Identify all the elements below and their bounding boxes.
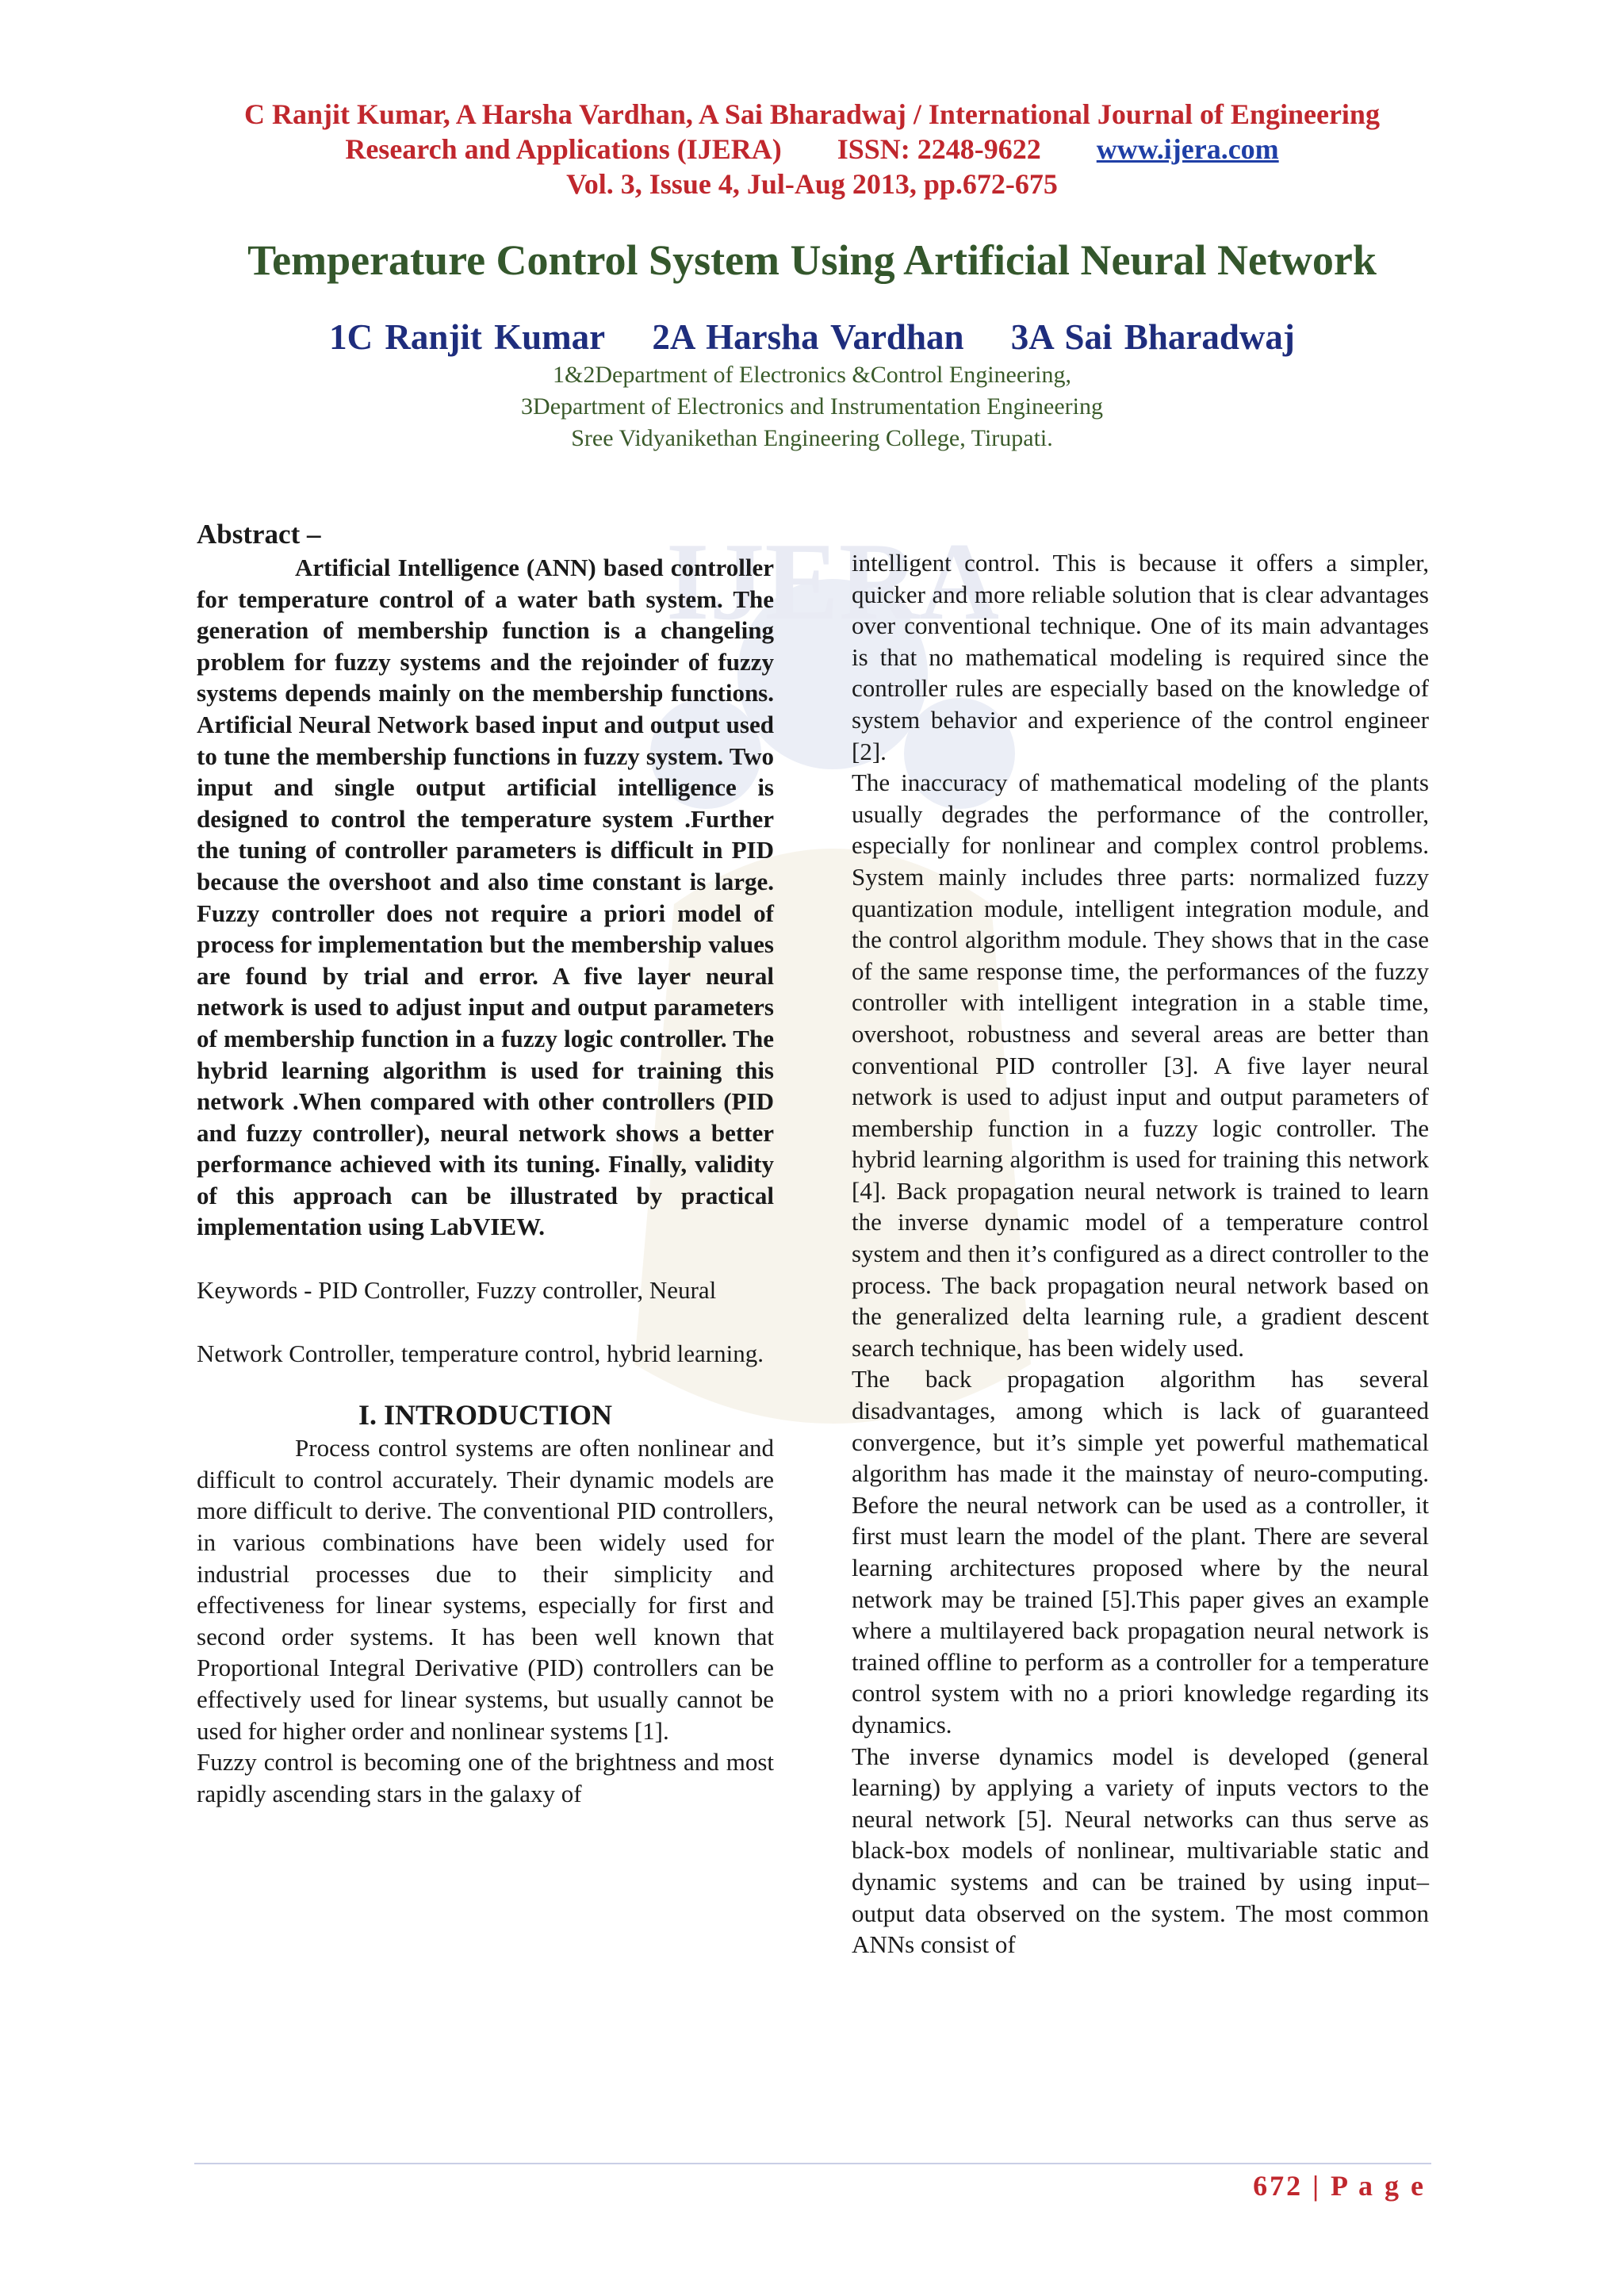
watermark-text: IJERA	[665, 520, 1000, 643]
affiliation-2: 3Department of Electronics and Instrumentation Engineering	[521, 393, 1103, 420]
author-list	[79, 315, 1545, 359]
right-paragraph-4: The inverse dynamics model is developed (general learning) by applying a variety of inputs vectors to the neural network [5]. Neural networks can thus serve as black-box models of nonlinear, multivariable static and dynamic systems and can be trained by using input– output data observed on the system. The most common ANNs consist of	[852, 1742, 1429, 1959]
affiliation-3: Sree Vidyanikethan Engineering College, Tirupati.	[571, 425, 1053, 451]
right-paragraph-1: intelligent control. This is because it offers a simpler, quicker and more reliable solution that is clear advantages over conventional technique. One of its main advantages is that no mathematical modeling is required since the controller rules are especially based on the knowledge of system behavior and experience of the control engineer [2].	[852, 549, 1429, 765]
right-column	[852, 547, 1429, 1961]
header-line-3: Vol. 3, Issue 4, Jul-Aug 2013, pp.672-675	[566, 168, 1058, 200]
intro-paragraph-2: Fuzzy control is becoming one of the brightness and most rapidly ascending stars in the galaxy of	[197, 1748, 774, 1807]
affiliations	[79, 359, 1545, 454]
right-paragraph-2: The inaccuracy of mathematical modeling of the plants usually degrades the performance of the controller, especially for nonlinear and complex control problems. System mainly includes three parts: normalized fuzzy quantization module, intelligent integration module, and the control algorithm module. They shows that in the case of the same response time, the performances of the fuzzy controller with intelligent integration in a stable time, overshoot, robustness and several areas are better than conventional PID controller [3]. A five layer neural network is used to adjust input and output parameters of membership function in a fuzzy logic controller. The hybrid learning algorithm is used for training this network [4]. Back propagation neural network is trained to learn the inverse dynamic model of a temperature control system and then it’s configured as a direct controller to the process. The back propagation neural network based on the generalized delta learning rule, a gradient descent search technique, has been widely used.	[852, 769, 1429, 1362]
page-number: 672 | P a g e	[1253, 2170, 1426, 2202]
keywords-line-1: Keywords - PID Controller, Fuzzy controller, Neural	[197, 1276, 717, 1305]
intro-paragraph-1: Process control systems are often nonlinear and difficult to control accurately. Their dynamic models are more difficult to derive. The conventional PID controllers, in various combinations have been widely used for industrial processes due to their simplicity and effectiveness for linear systems, especially for first and second order systems. It has been well known that Proportional Integral Derivative (PID) controllers can be effectively used for linear systems, but usually cannot be used for higher order and nonlinear systems [1].	[197, 1434, 774, 1745]
section-heading-introduction: I. INTRODUCTION	[358, 1399, 613, 1432]
abstract-heading: Abstract –	[197, 519, 321, 550]
left-column	[197, 517, 774, 1809]
paper-title: Temperature Control System Using Artificial Neural Network	[247, 236, 1377, 284]
journal-header	[119, 97, 1505, 201]
header-line-1: C Ranjit Kumar, A Harsha Vardhan, A Sai Bharadwaj / International Journal of Engineering	[244, 98, 1380, 130]
affiliation-1: 1&2Department of Electronics &Control Engineering,	[553, 362, 1071, 388]
right-paragraph-3: The back propagation algorithm has several disadvantages, among which is lack of guaranteed convergence, but it’s simple yet powerful mathematical algorithm has made it the mainstay of neuro-computing. Before the neural network can be used as a controller, it first must learn the model of the plant. There are several learning architectures proposed where by the neural network may be trained [5].This paper gives an example where a multilayered back propagation neural network is trained offline to perform as a controller for a temperature control system with no a priori knowledge regarding its dynamics.	[852, 1365, 1429, 1738]
abstract-text: Artificial Intelligence (ANN) based controller for temperature control of a water bath system. The generation of membership function is a changeling problem for fuzzy systems and the rejoinder of fuzzy systems depends mainly on the membership functions. Artificial Neural Network based input and output used to tune the membership functions in fuzzy system. Two input and single output artificial intelligence is designed to control the temperature system .Further the tuning of controller parameters is difficult in PID because the overshoot and also time constant is large. Fuzzy controller does not require a priori model of process for implementation but the membership values are found by trial and error. A five layer neural network is used to adjust input and output parameters of membership function in a fuzzy logic controller. The hybrid learning algorithm is used for training this network .When compared with other controllers (PID and fuzzy controller), neural network shows a better performance achieved with its tuning. Finally, validity of this approach can be illustrated by practical implementation using LabVIEW.	[197, 554, 774, 1241]
footer-divider	[194, 2163, 1431, 2164]
author-1: 1C Ranjit Kumar	[329, 317, 606, 357]
header-issn: ISSN: 2248-9622	[837, 133, 1041, 165]
author-2: 2A Harsha Vardhan	[652, 317, 964, 357]
header-url-link[interactable]: www.ijera.com	[1096, 133, 1279, 165]
author-3: 3A Sai Bharadwaj	[1010, 317, 1295, 357]
keywords-line-2: Network Controller, temperature control, hybrid learning.	[197, 1339, 764, 1367]
header-journal: Research and Applications (IJERA)	[345, 133, 782, 165]
header-line-2	[119, 132, 1505, 167]
